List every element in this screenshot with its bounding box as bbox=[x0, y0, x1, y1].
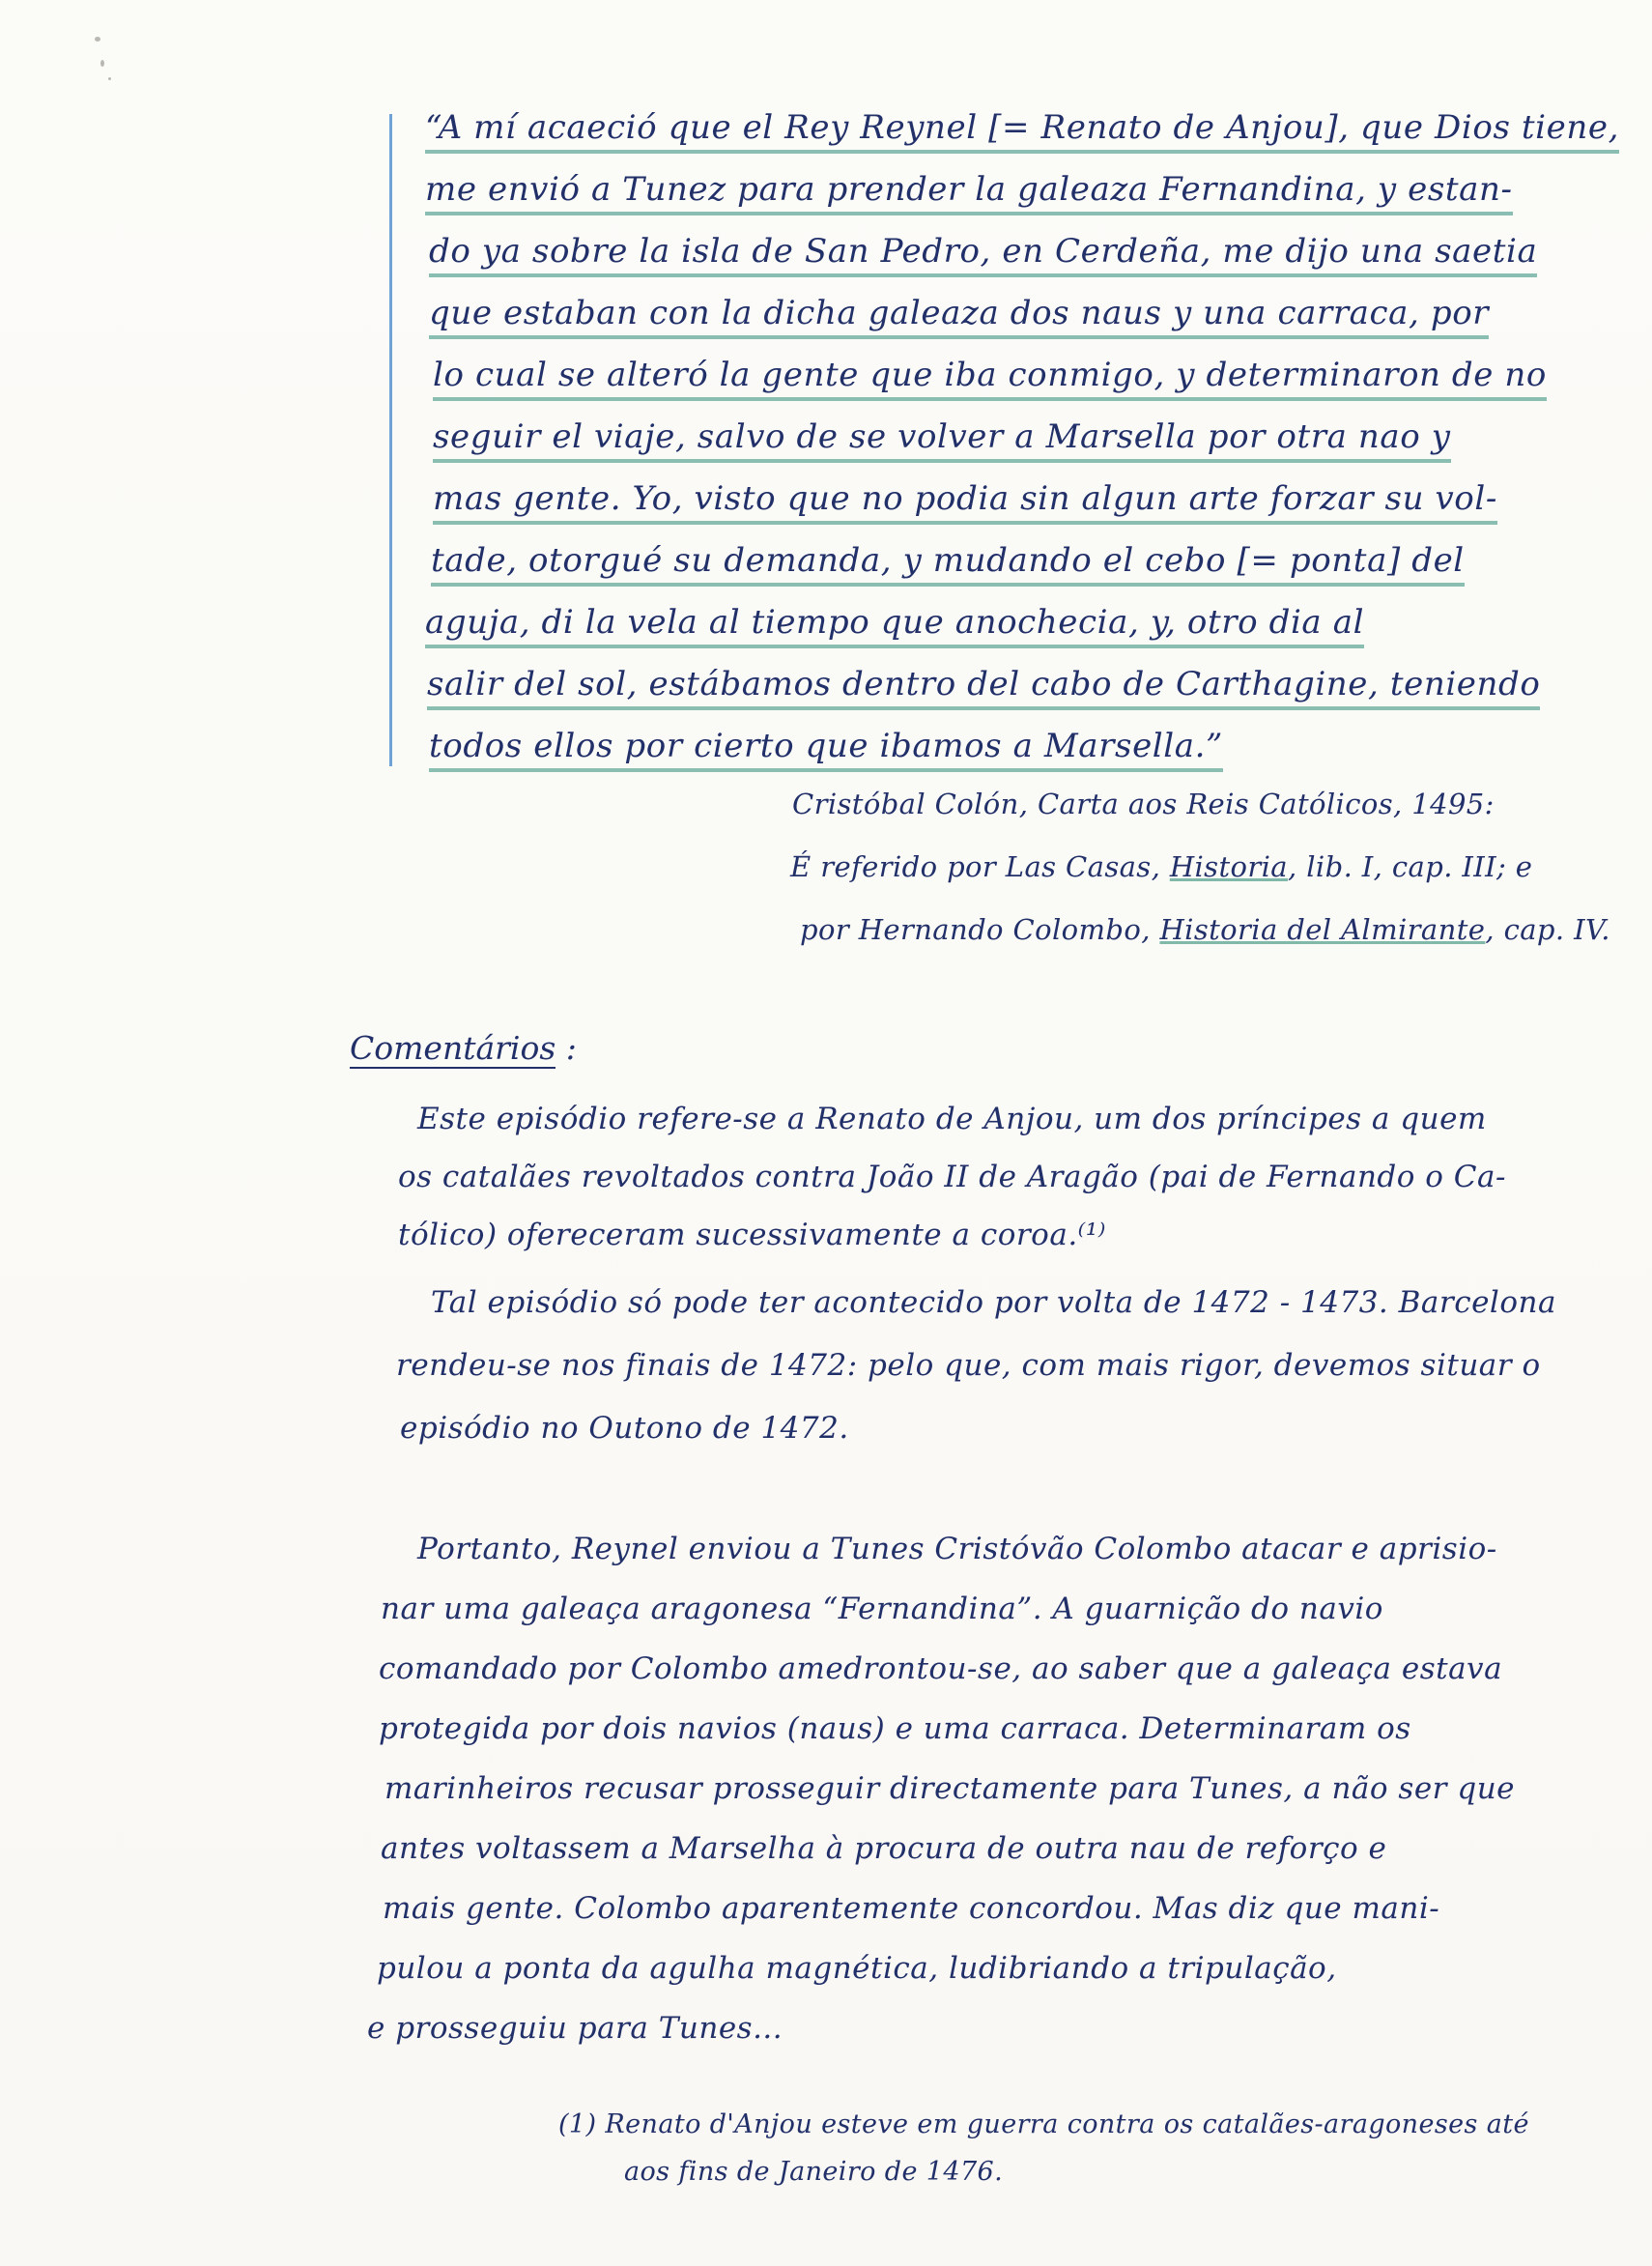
quote-line: mas gente. Yo, visto que no podia sin algun arte forzar su vol- bbox=[433, 479, 1497, 525]
footnote-line: (1) Renato d'Anjou esteve em guerra contra os catalães-aragoneses até bbox=[558, 2109, 1529, 2139]
paper-speck bbox=[100, 60, 104, 67]
quote-line: aguja, di la vela al tiempo que anochecia, y, otro dia al bbox=[425, 603, 1364, 648]
quote-line: seguir el viaje, salvo de se volver a Marsella por otra nao y bbox=[433, 417, 1451, 463]
paragraph-line: Este episódio refere-se a Renato de Anjou, um dos príncipes a quem bbox=[417, 1102, 1487, 1136]
quote-line: que estaban con la dicha galeaza dos naus y una carraca, por bbox=[429, 294, 1489, 339]
quote-margin-bar bbox=[389, 114, 392, 766]
paragraph-line: rendeu-se nos finais de 1472: pelo que, com mais rigor, devemos situar o bbox=[396, 1348, 1541, 1383]
paragraph-line: antes voltassem a Marselha à procura de outra nau de reforço e bbox=[381, 1831, 1387, 1866]
paragraph-line: os catalães revoltados contra João II de Aragão (pai de Fernando o Ca- bbox=[398, 1160, 1506, 1194]
paragraph-line: episódio no Outono de 1472. bbox=[400, 1411, 849, 1446]
attribution-line: É referido por Las Casas, Historia, lib. I, cap. III; e bbox=[790, 850, 1533, 883]
quote-line: do ya sobre la isla de San Pedro, en Cerdeña, me dijo una saetia bbox=[429, 232, 1537, 277]
paragraph-line: e prosseguiu para Tunes... bbox=[367, 2011, 783, 2046]
paragraph-line: Portanto, Reynel enviou a Tunes Cristóvão Colombo atacar e aprisio- bbox=[417, 1532, 1497, 1566]
work-title: Historia bbox=[1169, 850, 1289, 883]
paragraph-line: Tal episódio só pode ter acontecido por volta de 1472 - 1473. Barcelona bbox=[431, 1285, 1556, 1320]
paragraph-line: tólico) ofereceram sucessivamente a coroa.⁽¹⁾ bbox=[398, 1218, 1106, 1252]
attribution-line: Cristóbal Colón, Carta aos Reis Católicos, 1495: bbox=[792, 788, 1495, 820]
attribution-line: por Hernando Colombo, Historia del Almirante, cap. IV. bbox=[800, 913, 1610, 946]
paragraph-line: protegida por dois navios (naus) e uma carraca. Determinaram os bbox=[379, 1711, 1411, 1746]
paper-speck bbox=[95, 37, 100, 42]
footnote-line: aos fins de Janeiro de 1476. bbox=[624, 2157, 1004, 2187]
comments-heading: Comentários : bbox=[350, 1029, 577, 1067]
paper-speck bbox=[108, 77, 111, 80]
paragraph-line: marinheiros recusar prosseguir directamente para Tunes, a não ser que bbox=[385, 1771, 1516, 1806]
work-title: Historia del Almirante bbox=[1159, 913, 1486, 946]
quote-line: tade, otorgué su demanda, y mudando el cebo [= ponta] del bbox=[431, 541, 1465, 587]
paragraph-line: nar uma galeaça aragonesa “Fernandina”. A guarnição do navio bbox=[381, 1592, 1383, 1626]
paragraph-line: comandado por Colombo amedrontou-se, ao saber que a galeaça estava bbox=[379, 1651, 1503, 1686]
paragraph-line: pulou a ponta da agulha magnética, ludibriando a tripulação, bbox=[377, 1951, 1337, 1986]
quote-line: lo cual se alteró la gente que iba conmigo, y determinaron de no bbox=[433, 356, 1547, 401]
quote-line: salir del sol, estábamos dentro del cabo de Carthagine, teniendo bbox=[427, 665, 1540, 710]
quote-line: todos ellos por cierto que ibamos a Marsella.” bbox=[429, 727, 1223, 772]
paragraph-line: mais gente. Colombo aparentemente concordou. Mas diz que mani- bbox=[383, 1891, 1440, 1926]
quote-line: me envió a Tunez para prender la galeaza Fernandina, y estan- bbox=[425, 170, 1513, 215]
quote-line: “A mí acaeció que el Rey Reynel [= Renato de Anjou], que Dios tiene, bbox=[425, 108, 1619, 154]
